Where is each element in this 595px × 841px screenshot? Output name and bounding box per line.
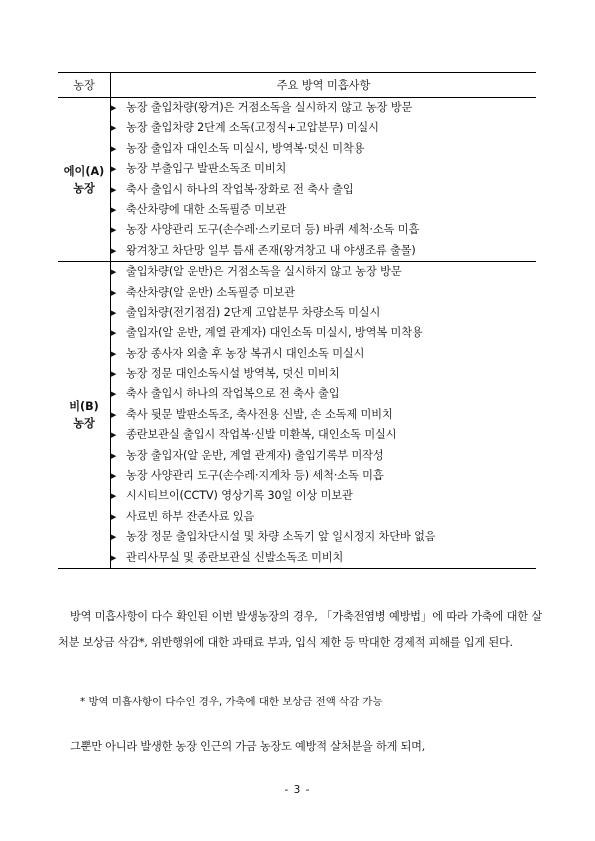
farm-b-issue-item bbox=[111, 303, 536, 323]
farm-b-issue-item bbox=[111, 323, 536, 343]
paragraph-consequences-text: 방역 미흡사항이 다수 확인된 이번 발생농장의 경우, 「가축전염병 예방법」에 따라 가축에 대한 살처분 보상금 삭감*, 위반행위에 대한 과태료 부과, 입식 제한 등 막대한 경제적 피해를 입게 된다. bbox=[58, 610, 542, 649]
farm-a-issue-item bbox=[111, 118, 536, 138]
farm-a-issue-item bbox=[111, 159, 536, 179]
farm-b-issue-item bbox=[111, 425, 536, 445]
farm-b-issue-item bbox=[111, 344, 536, 364]
bullet-arrow-icon: ▶ bbox=[111, 288, 117, 297]
farm-a-issue-text: 왕겨창고 차단망 일부 틈새 존재(왕겨창고 내 야생조류 출몰) bbox=[126, 243, 416, 257]
farm-a-issue-text: 농장 사양관리 도구(손수레·스키로더 등) 바퀴 세척·소독 미흡 bbox=[126, 223, 420, 237]
farm-b-issue-text: 출입차량(전기점검) 2단계 고압분무 차량소독 미실시 bbox=[126, 305, 381, 319]
bullet-arrow-icon: ▶ bbox=[111, 390, 117, 399]
bullet-arrow-icon: ▶ bbox=[111, 104, 117, 112]
farm-a-name-line2: 농장 bbox=[73, 181, 95, 195]
farm-b-issue-text: 농장 사양관리 도구(손수레·지게차 등) 세척·소독 미흡 bbox=[126, 469, 384, 483]
farm-b-issue-item bbox=[111, 548, 536, 568]
farm-a-issue-list bbox=[111, 98, 536, 261]
bullet-arrow-icon: ▶ bbox=[111, 410, 117, 419]
bullet-arrow-icon: ▶ bbox=[111, 246, 117, 255]
header-farm: 농장 bbox=[58, 73, 111, 98]
farm-b-issue-text: 출입자(알 운반, 계열 관계자) 대인소독 미실시, 방역복 미착용 bbox=[126, 326, 423, 340]
farm-a-issue-item bbox=[111, 98, 536, 118]
farm-b-issue-text: 농장 종사자 외출 후 농장 복귀시 대인소독 미실시 bbox=[126, 346, 365, 360]
bullet-arrow-icon: ▶ bbox=[111, 268, 117, 277]
bullet-arrow-icon: ▶ bbox=[111, 185, 117, 194]
bullet-arrow-icon: ▶ bbox=[111, 451, 117, 460]
page-number: - 3 - bbox=[284, 784, 311, 796]
farm-b-issue-text: 농장 정문 대인소독시설 방역복, 덧신 미비치 bbox=[126, 367, 340, 381]
farm-b-issue-item bbox=[111, 507, 536, 527]
farm-b-issue-item bbox=[111, 364, 536, 384]
farm-a-issue-text: 축사 출입시 하나의 작업복·장화로 전 축사 출입 bbox=[126, 182, 354, 196]
farm-b-issue-list bbox=[111, 262, 536, 568]
farm-b-issue-item bbox=[111, 466, 536, 486]
bullet-arrow-icon: ▶ bbox=[111, 553, 117, 562]
farm-a-issue-item bbox=[111, 241, 536, 261]
paragraph-consequences bbox=[58, 604, 542, 655]
farm-a-issue-item bbox=[111, 220, 536, 240]
farm-a-issue-text: 농장 출입자 대인소독 미실시, 방역복·덧신 미착용 bbox=[126, 141, 365, 155]
header-issues: 주요 방역 미흡사항 bbox=[111, 73, 537, 98]
farm-b-issue-text: 축사 뒷문 발판소독조, 축사전용 신발, 손 소독제 미비치 bbox=[126, 407, 393, 421]
farm-a-issue-item bbox=[111, 139, 536, 159]
paragraph-continuation bbox=[58, 734, 542, 760]
farm-a-issue-text: 축산차량에 대한 소독필증 미보관 bbox=[126, 202, 287, 216]
farm-a-issue-text: 농장 출입차량(왕겨)은 거점소독을 실시하지 않고 농장 방문 bbox=[126, 101, 413, 114]
farm-a-name-line1: 에이(A) bbox=[63, 164, 105, 178]
farm-b-issue-item bbox=[111, 446, 536, 466]
biosecurity-issues-table bbox=[58, 72, 536, 569]
farm-b-issue-text: 시시티브이(CCTV) 영상기록 30일 이상 미보관 bbox=[126, 489, 353, 503]
bullet-arrow-icon: ▶ bbox=[111, 144, 117, 153]
bullet-arrow-icon: ▶ bbox=[111, 124, 117, 133]
bullet-arrow-icon: ▶ bbox=[111, 205, 117, 214]
farm-b-issue-text: 축산차량(알 운반) 소독필증 미보관 bbox=[126, 285, 295, 299]
bullet-arrow-icon: ▶ bbox=[111, 492, 117, 501]
farm-b-name bbox=[58, 262, 111, 569]
farm-b-issue-text: 종란보관실 출입시 작업복·신발 미환복, 대인소독 미실시 bbox=[126, 428, 397, 442]
bullet-arrow-icon: ▶ bbox=[111, 349, 117, 358]
farm-b-name-line1: 비(B) bbox=[69, 400, 99, 414]
bullet-arrow-icon: ▶ bbox=[111, 370, 117, 379]
farm-b-issue-item bbox=[111, 384, 536, 404]
footnote: * 방역 미흡사항이 다수인 경우, 가축에 대한 보상금 전액 삭감 가능 bbox=[80, 696, 383, 708]
farm-b-issue-item bbox=[111, 527, 536, 547]
farm-a-row bbox=[58, 98, 536, 262]
farm-b-issue-text: 출입차량(알 운반)은 거점소독을 실시하지 않고 농장 방문 bbox=[126, 265, 402, 279]
bullet-arrow-icon: ▶ bbox=[111, 472, 117, 481]
farm-b-issue-item bbox=[111, 486, 536, 506]
bullet-arrow-icon: ▶ bbox=[111, 226, 117, 235]
farm-b-issue-text: 사료빈 하부 잔존사료 있음 bbox=[126, 509, 255, 523]
farm-a-issue-item bbox=[111, 200, 536, 220]
farm-b-issues bbox=[111, 262, 537, 569]
farm-b-issue-text: 농장 출입자(알 운반, 계열 관계자) 출입기록부 미작성 bbox=[126, 448, 384, 462]
farm-b-issue-text: 축사 출입시 하나의 작업복으로 전 축사 출입 bbox=[126, 387, 340, 401]
farm-b-issue-item bbox=[111, 283, 536, 303]
paragraph-continuation-text: 그뿐만 아니라 발생한 농장 인근의 가금 농장도 예방적 살처분을 하게 되며, bbox=[70, 740, 426, 753]
bullet-arrow-icon: ▶ bbox=[111, 165, 117, 174]
farm-a-issue-text: 농장 부출입구 발판소독조 미비치 bbox=[126, 162, 287, 176]
bullet-arrow-icon: ▶ bbox=[111, 512, 117, 521]
farm-a-name bbox=[58, 98, 111, 262]
farm-a-issue-item bbox=[111, 180, 536, 200]
farm-b-row bbox=[58, 262, 536, 569]
farm-b-issue-text: 관리사무실 및 종란보관실 신발소독조 미비치 bbox=[126, 550, 344, 564]
bullet-arrow-icon: ▶ bbox=[111, 533, 117, 542]
farm-b-issue-item bbox=[111, 405, 536, 425]
bullet-arrow-icon: ▶ bbox=[111, 308, 117, 317]
farm-b-issue-text: 농장 정문 출입차단시설 및 차량 소독기 앞 일시정지 차단바 없음 bbox=[126, 530, 436, 544]
bullet-arrow-icon: ▶ bbox=[111, 431, 117, 440]
farm-b-name-line2: 농장 bbox=[73, 417, 95, 431]
bullet-arrow-icon: ▶ bbox=[111, 329, 117, 338]
farm-a-issue-text: 농장 출입차량 2단계 소독(고정식+고압분무) 미실시 bbox=[126, 121, 379, 135]
table-header-row bbox=[58, 73, 536, 98]
farm-a-issues bbox=[111, 98, 537, 262]
farm-b-issue-item bbox=[111, 262, 536, 282]
